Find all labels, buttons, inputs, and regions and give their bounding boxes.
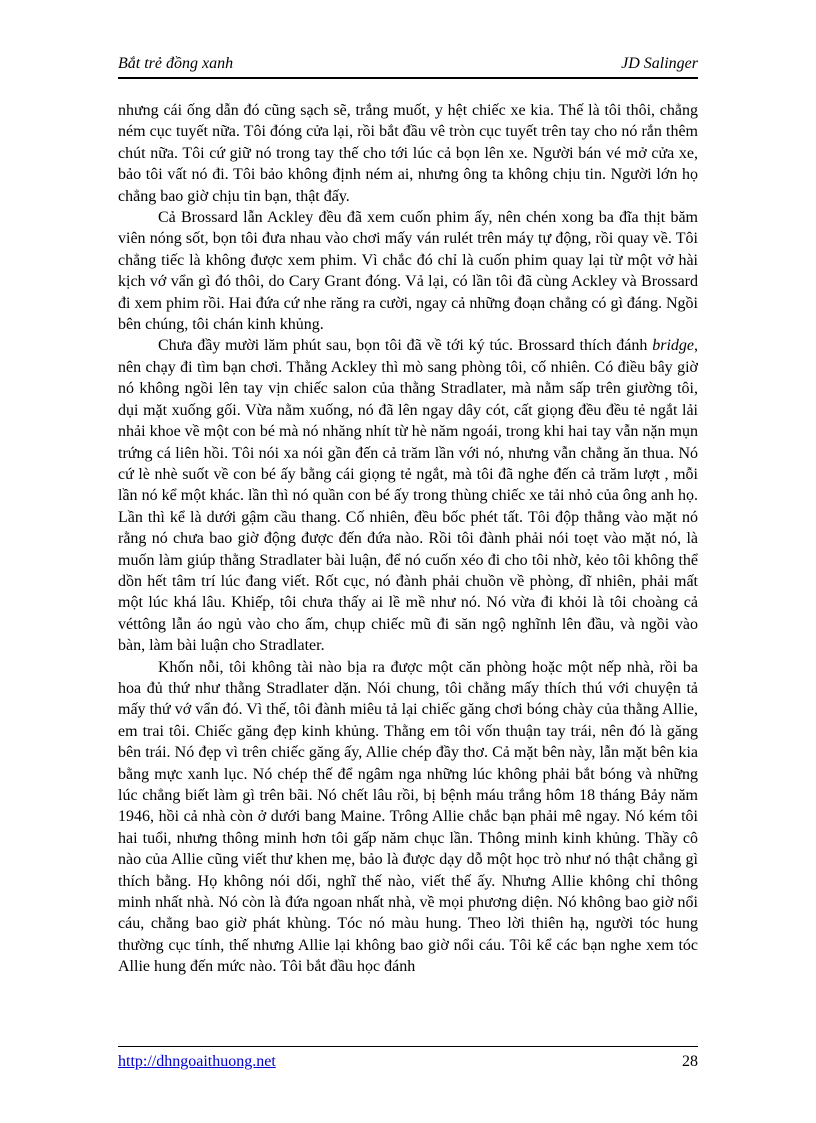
body-text [118,100,698,978]
paragraph-2: Cả Brossard lẫn Ackley đều đã xem cuốn phim ấy, nên chén xong ba đĩa thịt băm viên nóng sốt, bọn tôi đưa nhau vào chơi mấy ván rulét trên máy tự động, rồi quay về. Tôi chẳng tiếc là không được xem phim. Vì chắc đó chỉ là cuốn phim quay lại từ một vở hài kịch vớ vẩn gì đó thôi, do Cary Grant đóng. Vả lại, có lần tôi đã cùng Ackley và Brossard đi xem phim rồi. Hai đứa cứ nhe răng ra cười, ngay cả những đoạn chẳng có gì đáng. Ngồi bên chúng, tôi chán kinh khủng. [118,209,698,334]
book-title: Bắt trẻ đồng xanh [118,55,234,72]
paragraph-1: nhưng cái ống dẫn đó cũng sạch sẽ, trắng muốt, y hệt chiếc xe kia. Thế là tôi thôi, chẳng ném cục tuyết nữa. Tôi đóng cửa lại, rồi bắt đầu vê tròn cục tuyết trên tay cho nó rắn thêm chút nữa. Tôi cứ giữ nó trong tay thế cho tới lúc cả bọn lên xe. Người bán vé mở cửa xe, bảo tôi vất nó đi. Tôi bảo không định ném ai, nhưng ông ta không chịu tin. Người lớn họ chẳng bao giờ chịu tin bạn, thật đấy. [118,102,698,205]
page-footer [118,1046,698,1073]
paragraph-3 [118,335,698,656]
author-name: JD Salinger [621,55,698,72]
paragraph-3-rest: , nên chạy đi tìm bạn chơi. Thằng Ackley thì mò sang phòng tôi, cố nhiên. Có điều bây giờ nó không ngồi lên tay vịn chiếc salon của thằng Stradlater, mà nằm sấp trên giường tôi, dụi mặt xuống gối. Vừa nằm xuống, nó đã lên ngay dây cót, cất giọng đều đều tẻ ngắt lải nhải khoe về một con bé mà nó nhăng nhít từ hè năm ngoái, trong khi hai tay vẫn nặn mụn trứng cá liên hồi. Tôi nói xa nói gần đến cả trăm lần với nó, nhưng vẫn chẳng ăn thua. Nó cứ lè nhè suốt về con bé ấy bằng cái giọng tẻ ngắt, mà tôi đã nghe đến cả trăm lượt , mỗi lần nó kể một khác. lần thì nó quần con bé ấy trong thùng chiếc xe tải nhỏ của ông anh họ. Lần thì kể là dưới gậm cầu thang. Cố nhiên, đều bốc phét tất. Tôi độp thẳng vào mặt nó rằng nó chưa bao giờ động được đến đứa nào. Rồi tôi đành phải nói toẹt vào mặt nó, là muốn làm giúp thằng Stradlater bài luận, để nó cuốn xéo đi cho tôi nhờ, kẻo tôi không thể dồn hết tâm trí lúc đang viết. Rốt cục, nó đành phải chuồn về phòng, dĩ nhiên, phải mất một lúc khá lâu. Khiếp, tôi chưa thấy ai lề mề như nó. Nó vừa đi khỏi là tôi choàng cả véttông lẫn áo ngủ vào cho ấm, chụp chiếc mũ đi săn ngộ nghĩnh lên đầu, và ngồi vào bàn, làm bài luận cho Stradlater. [118,337,698,655]
page-header [118,55,698,79]
paragraph-3-start: Chưa đầy mười lăm phút sau, bọn tôi đã về tới ký túc. Brossard thích đánh [158,337,653,355]
paragraph-4: Khốn nỗi, tôi không tài nào bịa ra được một căn phòng hoặc một nếp nhà, rồi ba hoa đủ thứ như thằng Stradlater dặn. Nói chung, tôi chẳng mấy thích thú với chuyện tả mấy thứ vớ vẩn đó. Vì thế, tôi đành miêu tả lại chiếc găng chơi bóng chày của thằng Allie, em trai tôi. Chiếc găng đẹp kinh khủng. Thằng em tôi vốn thuận tay trái, nên đó là găng bên trái. Nó đẹp vì trên chiếc găng ấy, Allie chép đầy thơ. Cả mặt bên này, lẫn mặt bên kia bằng mực xanh lục. Nó chép thế để ngâm nga những lúc không phải bắt bóng và những lúc chẳng biết làm gì trên bãi. Nó chết lâu rồi, bị bệnh máu trắng hôm 18 tháng Bảy năm 1946, hồi cả nhà còn ở dưới bang Maine. Trông Allie chắc bạn phải mê ngay. Nó kém tôi hai tuổi, nhưng thông minh hơn tôi gấp năm chục lần. Thông minh kinh khủng. Thầy cô nào của Allie cũng viết thư khen mẹ, bảo là được dạy dỗ một học trò như nó thật chẳng gì thích bằng. Họ không nói dối, nghĩ thế nào, viết thế ấy. Nhưng Allie không chỉ thông minh nhất nhà. Nó còn là đứa ngoan nhất nhà, về mọi phương diện. Nó không bao giờ nổi cáu, chẳng bao giờ phát khùng. Tóc nó màu hung. Theo lời thiên hạ, người tóc hung thường cục tính, thế nhưng Allie lại không bao giờ nổi cáu. Tôi kể các bạn nghe xem tóc Allie hung đến mức nào. Tôi bắt đầu học đánh [118,658,698,976]
page-number: 28 [682,1053,698,1070]
paragraph-3-italic-word: bridge [652,337,694,355]
footer-link[interactable]: http://dhngoaithuong.net [118,1053,276,1070]
